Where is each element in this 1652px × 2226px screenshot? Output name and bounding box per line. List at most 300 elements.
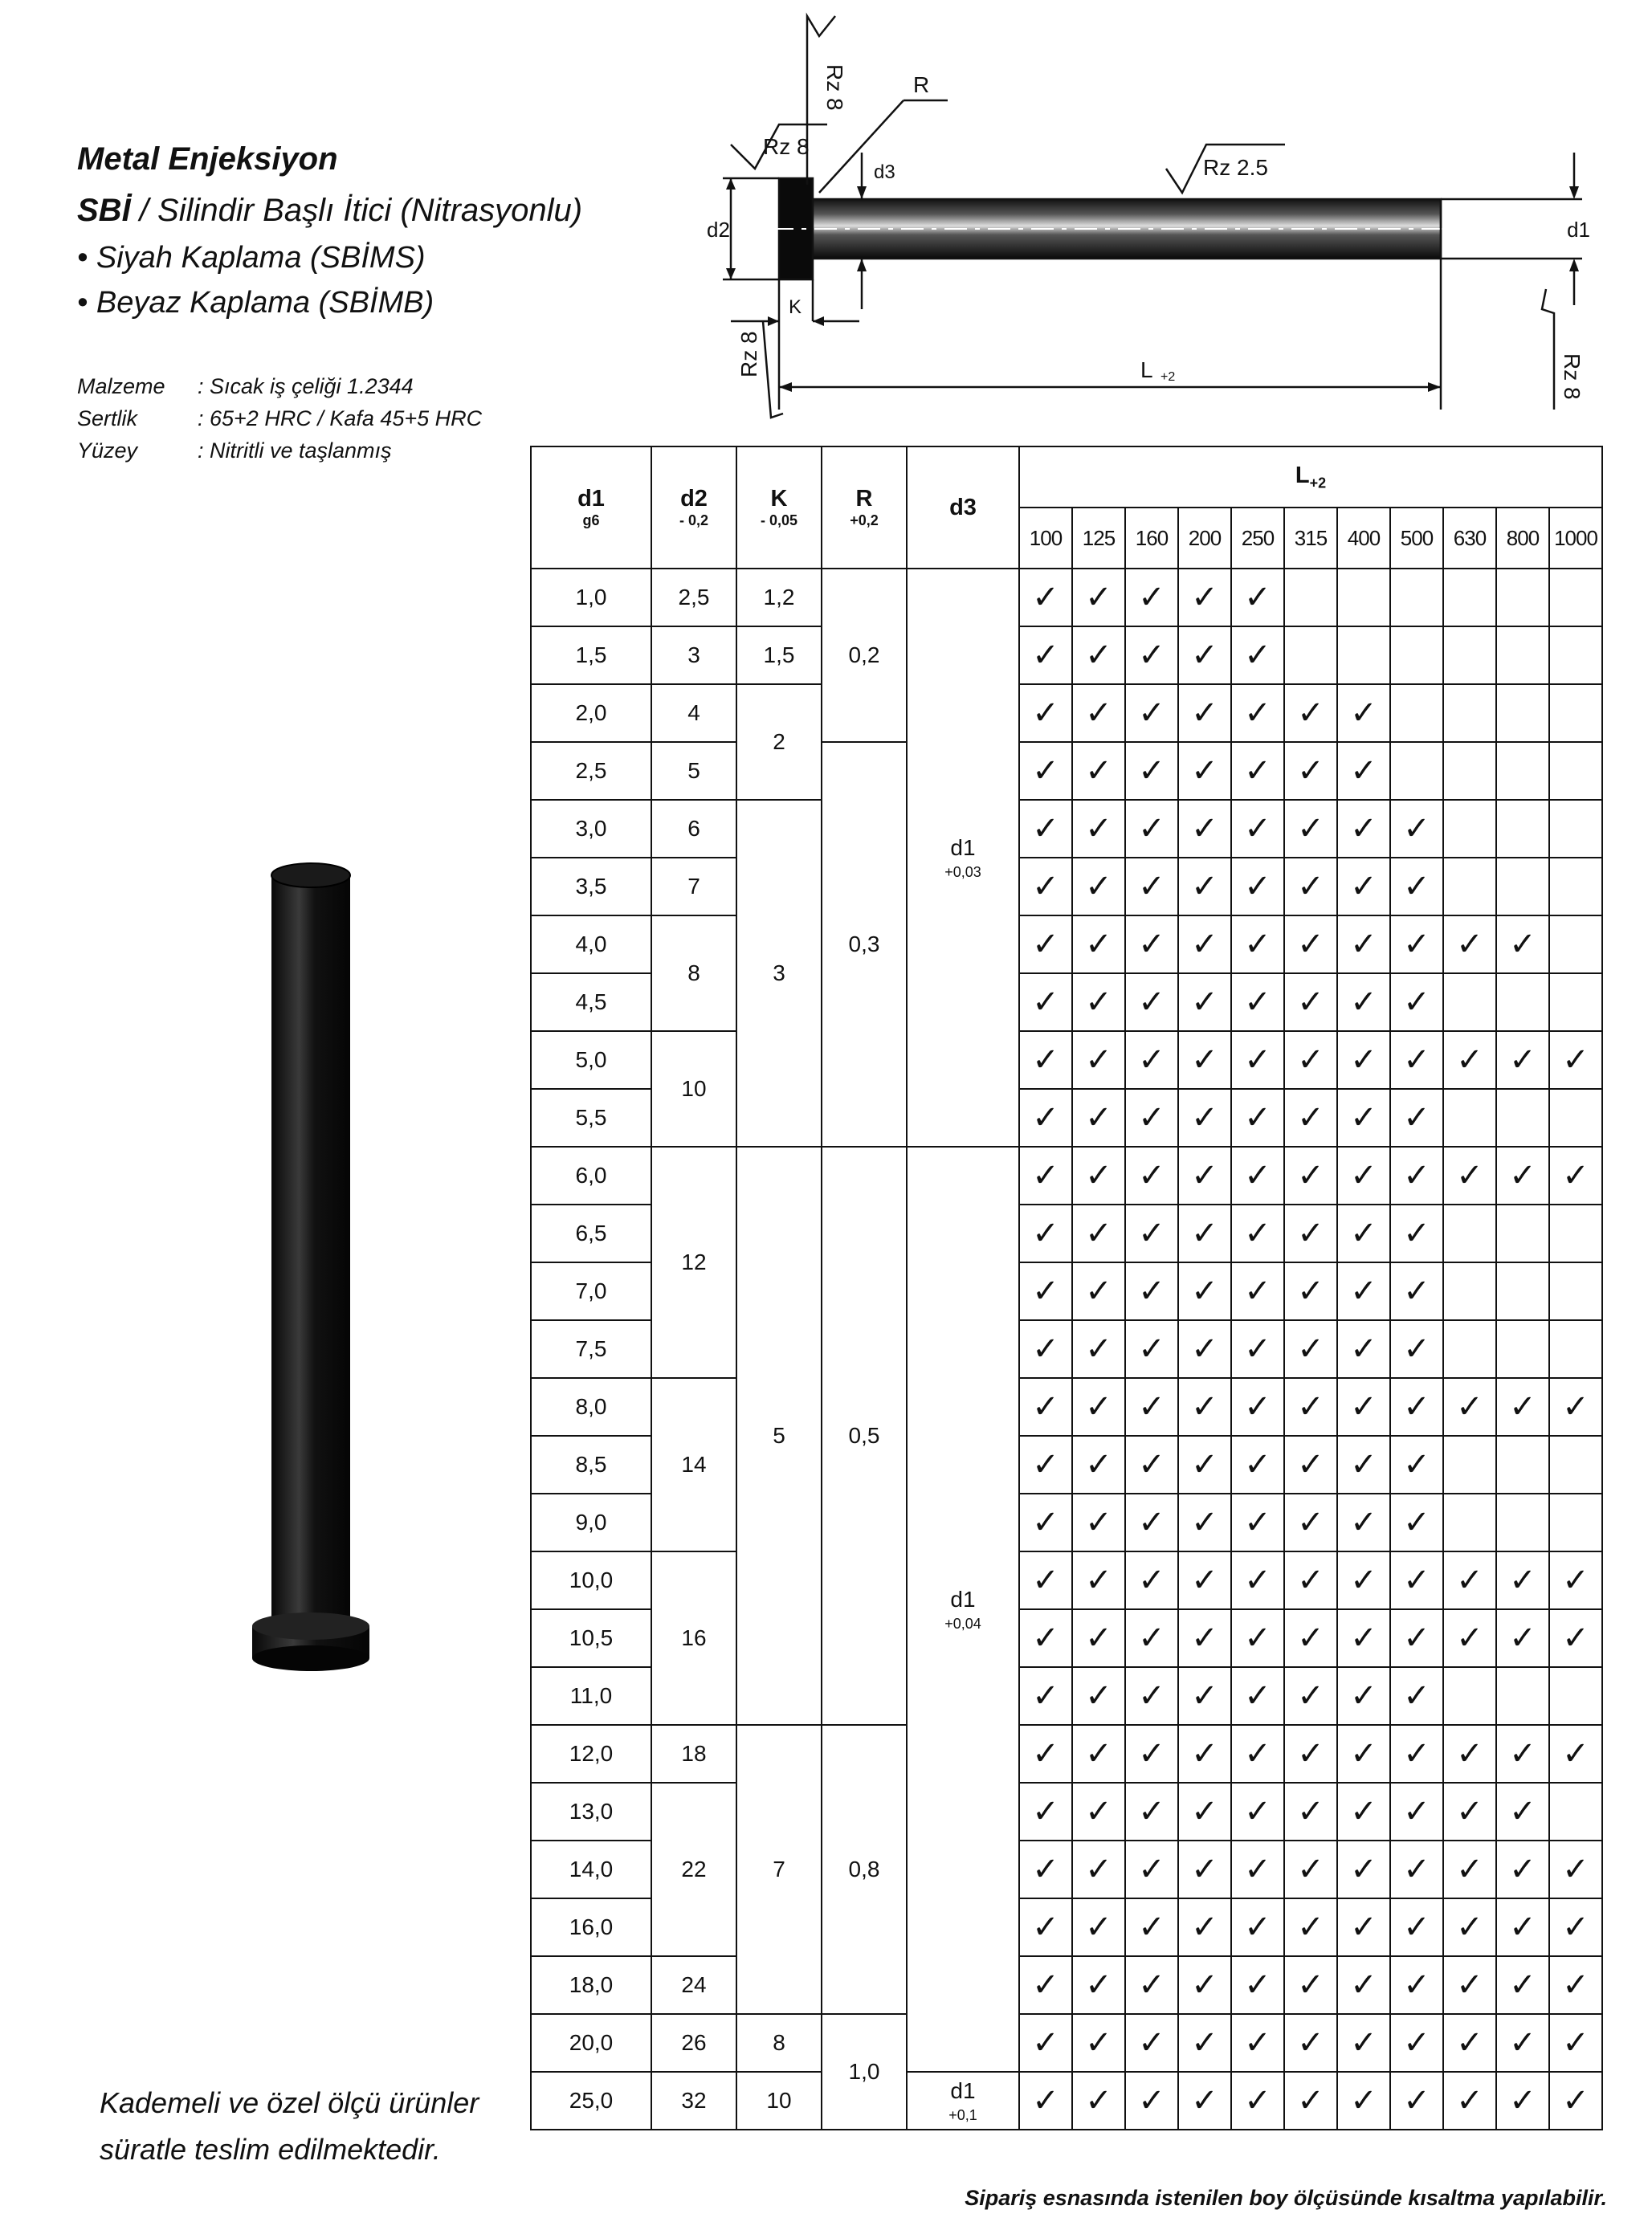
availability-check: ✓ <box>1337 915 1390 973</box>
availability-check: ✓ <box>1072 858 1125 915</box>
availability-check: ✓ <box>1125 858 1178 915</box>
availability-empty <box>1443 1262 1496 1320</box>
availability-empty <box>1496 1494 1549 1551</box>
availability-check: ✓ <box>1443 1147 1496 1205</box>
k-label: K <box>789 296 802 318</box>
spec-value: : Nitritli ve taşlanmış <box>198 438 392 463</box>
availability-check: ✓ <box>1178 1378 1231 1436</box>
availability-check: ✓ <box>1390 1841 1443 1898</box>
availability-check: ✓ <box>1337 684 1390 742</box>
availability-check: ✓ <box>1231 1667 1284 1725</box>
availability-check: ✓ <box>1390 800 1443 858</box>
k-cell: 1,5 <box>736 626 822 684</box>
availability-check: ✓ <box>1125 1609 1178 1667</box>
availability-empty <box>1549 1783 1602 1841</box>
availability-empty <box>1443 1667 1496 1725</box>
availability-check: ✓ <box>1019 1089 1072 1147</box>
length-header: 200 <box>1178 508 1231 569</box>
availability-check: ✓ <box>1019 1898 1072 1956</box>
availability-check: ✓ <box>1178 1494 1231 1551</box>
d2-cell: 26 <box>651 2014 736 2072</box>
d1-cell: 2,0 <box>531 684 651 742</box>
availability-check: ✓ <box>1337 1956 1390 2014</box>
availability-check: ✓ <box>1019 1956 1072 2014</box>
availability-empty <box>1549 569 1602 626</box>
availability-check: ✓ <box>1231 1841 1284 1898</box>
availability-check: ✓ <box>1549 1841 1602 1898</box>
availability-check: ✓ <box>1178 1783 1231 1841</box>
r-label: R <box>913 72 930 97</box>
availability-check: ✓ <box>1231 1262 1284 1320</box>
d1-cell: 14,0 <box>531 1841 651 1898</box>
d1-cell: 9,0 <box>531 1494 651 1551</box>
availability-check: ✓ <box>1231 1378 1284 1436</box>
availability-check: ✓ <box>1072 973 1125 1031</box>
availability-check: ✓ <box>1072 684 1125 742</box>
availability-check: ✓ <box>1231 2014 1284 2072</box>
availability-check: ✓ <box>1549 1898 1602 1956</box>
availability-check: ✓ <box>1019 2014 1072 2072</box>
availability-check: ✓ <box>1337 1378 1390 1436</box>
availability-empty <box>1496 1205 1549 1262</box>
availability-check: ✓ <box>1390 1320 1443 1378</box>
page-title: Metal Enjeksiyon <box>77 141 338 177</box>
availability-check: ✓ <box>1072 1609 1125 1667</box>
product-code: SBİ <box>77 193 131 228</box>
availability-check: ✓ <box>1019 1031 1072 1089</box>
availability-check: ✓ <box>1549 1378 1602 1436</box>
availability-check: ✓ <box>1443 1783 1496 1841</box>
availability-check: ✓ <box>1443 1609 1496 1667</box>
table-row <box>531 800 1602 858</box>
d3-label: d3 <box>874 161 895 183</box>
footer-note-line1: Kademeli ve özel ölçü ürünler <box>100 2086 479 2119</box>
availability-check: ✓ <box>1284 2014 1337 2072</box>
availability-check: ✓ <box>1125 1898 1178 1956</box>
d1-cell: 5,0 <box>531 1031 651 1089</box>
availability-check: ✓ <box>1178 1436 1231 1494</box>
availability-check: ✓ <box>1125 800 1178 858</box>
availability-check: ✓ <box>1019 800 1072 858</box>
availability-check: ✓ <box>1284 742 1337 800</box>
availability-check: ✓ <box>1337 1783 1390 1841</box>
availability-check: ✓ <box>1178 569 1231 626</box>
availability-check: ✓ <box>1125 1320 1178 1378</box>
table-row <box>531 1147 1602 1205</box>
d1-cell: 7,0 <box>531 1262 651 1320</box>
availability-check: ✓ <box>1019 1551 1072 1609</box>
availability-check: ✓ <box>1337 1898 1390 1956</box>
availability-check: ✓ <box>1019 973 1072 1031</box>
availability-check: ✓ <box>1231 1436 1284 1494</box>
table-row <box>531 915 1602 973</box>
availability-empty <box>1390 684 1443 742</box>
availability-check: ✓ <box>1284 1841 1337 1898</box>
availability-check: ✓ <box>1019 1147 1072 1205</box>
table-row <box>531 1783 1602 1841</box>
availability-check: ✓ <box>1443 1551 1496 1609</box>
availability-check: ✓ <box>1125 1147 1178 1205</box>
availability-check: ✓ <box>1019 1841 1072 1898</box>
availability-check: ✓ <box>1496 2072 1549 2130</box>
availability-check: ✓ <box>1125 973 1178 1031</box>
availability-check: ✓ <box>1337 1262 1390 1320</box>
d2-cell: 24 <box>651 1956 736 2014</box>
availability-check: ✓ <box>1284 684 1337 742</box>
availability-check: ✓ <box>1443 1031 1496 1089</box>
footer-note <box>100 2080 479 2173</box>
availability-check: ✓ <box>1390 2014 1443 2072</box>
availability-check: ✓ <box>1019 1783 1072 1841</box>
dimension-table <box>530 446 1603 2130</box>
availability-check: ✓ <box>1072 742 1125 800</box>
d1-cell: 10,0 <box>531 1551 651 1609</box>
availability-check: ✓ <box>1284 915 1337 973</box>
availability-check: ✓ <box>1284 1262 1337 1320</box>
table-row <box>531 2014 1602 2072</box>
availability-check: ✓ <box>1496 1725 1549 1783</box>
d1-cell: 1,5 <box>531 626 651 684</box>
availability-check: ✓ <box>1390 1725 1443 1783</box>
d3-cell <box>907 569 1019 1147</box>
availability-check: ✓ <box>1337 1147 1390 1205</box>
availability-check: ✓ <box>1390 1667 1443 1725</box>
d1-cell: 8,5 <box>531 1436 651 1494</box>
availability-check: ✓ <box>1390 1436 1443 1494</box>
header-d3: d3 <box>907 446 1019 569</box>
availability-check: ✓ <box>1178 2072 1231 2130</box>
availability-check: ✓ <box>1125 1436 1178 1494</box>
availability-check: ✓ <box>1178 2014 1231 2072</box>
availability-check: ✓ <box>1231 2072 1284 2130</box>
availability-check: ✓ <box>1284 973 1337 1031</box>
footer-note-line2: süratle teslim edilmektedir. <box>100 2133 441 2166</box>
d3-value: d1 <box>950 1586 976 1612</box>
availability-empty <box>1549 684 1602 742</box>
availability-check: ✓ <box>1072 1089 1125 1147</box>
availability-empty <box>1337 626 1390 684</box>
availability-check: ✓ <box>1125 1956 1178 2014</box>
availability-check: ✓ <box>1019 684 1072 742</box>
d2-cell: 14 <box>651 1378 736 1551</box>
availability-check: ✓ <box>1337 973 1390 1031</box>
availability-check: ✓ <box>1284 1609 1337 1667</box>
header-d1: d1 g6 <box>531 446 651 569</box>
availability-empty <box>1549 742 1602 800</box>
availability-check: ✓ <box>1178 1089 1231 1147</box>
d2-cell: 6 <box>651 800 736 858</box>
d2-cell: 4 <box>651 684 736 742</box>
availability-check: ✓ <box>1496 1378 1549 1436</box>
product-name: Silindir Başlı İtici (Nitrasyonlu) <box>157 193 583 228</box>
length-header: 100 <box>1019 508 1072 569</box>
bullet-black-coating: • Siyah Kaplama (SBİMS) <box>77 241 426 275</box>
spec-material <box>77 374 414 399</box>
d2-cell: 12 <box>651 1147 736 1378</box>
availability-empty <box>1496 684 1549 742</box>
availability-check: ✓ <box>1337 2072 1390 2130</box>
availability-check: ✓ <box>1549 1725 1602 1783</box>
availability-check: ✓ <box>1072 800 1125 858</box>
availability-check: ✓ <box>1178 684 1231 742</box>
product-photo <box>241 859 385 1686</box>
availability-check: ✓ <box>1019 742 1072 800</box>
availability-check: ✓ <box>1072 1725 1125 1783</box>
table-row <box>531 2072 1602 2130</box>
availability-check: ✓ <box>1390 1898 1443 1956</box>
availability-check: ✓ <box>1284 1956 1337 2014</box>
table-row <box>531 569 1602 626</box>
availability-check: ✓ <box>1337 1551 1390 1609</box>
k-cell: 1,2 <box>736 569 822 626</box>
availability-empty <box>1443 1494 1496 1551</box>
d1-cell: 7,5 <box>531 1320 651 1378</box>
availability-empty <box>1496 742 1549 800</box>
availability-check: ✓ <box>1125 1031 1178 1089</box>
availability-empty <box>1496 626 1549 684</box>
availability-check: ✓ <box>1284 1205 1337 1262</box>
availability-check: ✓ <box>1072 1494 1125 1551</box>
d1-cell: 5,5 <box>531 1089 651 1147</box>
availability-check: ✓ <box>1231 1898 1284 1956</box>
availability-check: ✓ <box>1231 915 1284 973</box>
availability-check: ✓ <box>1125 569 1178 626</box>
r-cell: 0,8 <box>822 1725 907 2014</box>
header-k: K - 0,05 <box>736 446 822 569</box>
availability-check: ✓ <box>1231 1147 1284 1205</box>
availability-check: ✓ <box>1178 1031 1231 1089</box>
r-cell: 0,3 <box>822 742 907 1147</box>
availability-check: ✓ <box>1496 1841 1549 1898</box>
availability-empty <box>1390 742 1443 800</box>
availability-check: ✓ <box>1019 858 1072 915</box>
d2-cell: 22 <box>651 1783 736 1956</box>
availability-check: ✓ <box>1178 1551 1231 1609</box>
length-header: 630 <box>1443 508 1496 569</box>
d3-cell <box>907 1147 1019 2072</box>
availability-empty <box>1549 1089 1602 1147</box>
table-row <box>531 1378 1602 1436</box>
d2-cell: 32 <box>651 2072 736 2130</box>
availability-check: ✓ <box>1496 1031 1549 1089</box>
availability-check: ✓ <box>1390 1783 1443 1841</box>
availability-check: ✓ <box>1072 1378 1125 1436</box>
availability-empty <box>1443 1089 1496 1147</box>
l-sub-label: +2 <box>1160 370 1176 384</box>
availability-check: ✓ <box>1549 1609 1602 1667</box>
availability-empty <box>1496 1089 1549 1147</box>
availability-check: ✓ <box>1178 1147 1231 1205</box>
availability-check: ✓ <box>1443 2014 1496 2072</box>
technical-drawing <box>707 0 1590 434</box>
spec-hardness <box>77 406 482 431</box>
header-d2: d2 - 0,2 <box>651 446 736 569</box>
availability-check: ✓ <box>1443 1841 1496 1898</box>
spec-label: Yüzey <box>77 438 138 463</box>
availability-check: ✓ <box>1072 1551 1125 1609</box>
availability-check: ✓ <box>1072 1031 1125 1089</box>
spec-value: : Sıcak iş çeliği 1.2344 <box>198 374 414 398</box>
availability-empty <box>1549 973 1602 1031</box>
r-cell: 1,0 <box>822 2014 907 2130</box>
availability-check: ✓ <box>1337 1667 1390 1725</box>
availability-check: ✓ <box>1231 1725 1284 1783</box>
availability-check: ✓ <box>1443 915 1496 973</box>
availability-check: ✓ <box>1496 1609 1549 1667</box>
availability-check: ✓ <box>1496 1551 1549 1609</box>
availability-check: ✓ <box>1019 1262 1072 1320</box>
availability-check: ✓ <box>1178 858 1231 915</box>
availability-check: ✓ <box>1443 2072 1496 2130</box>
d1-cell: 12,0 <box>531 1725 651 1783</box>
k-cell: 3 <box>736 800 822 1147</box>
d2-cell: 10 <box>651 1031 736 1147</box>
availability-empty <box>1496 569 1549 626</box>
availability-check: ✓ <box>1284 1436 1337 1494</box>
d1-cell: 2,5 <box>531 742 651 800</box>
availability-check: ✓ <box>1231 1089 1284 1147</box>
bullet-white-coating: • Beyaz Kaplama (SBİMB) <box>77 286 434 320</box>
availability-empty <box>1443 684 1496 742</box>
availability-empty <box>1549 1205 1602 1262</box>
availability-check: ✓ <box>1019 2072 1072 2130</box>
availability-empty <box>1549 1494 1602 1551</box>
availability-empty <box>1549 1436 1602 1494</box>
d2-cell: 5 <box>651 742 736 800</box>
availability-check: ✓ <box>1072 1667 1125 1725</box>
availability-check: ✓ <box>1125 742 1178 800</box>
availability-empty <box>1496 858 1549 915</box>
availability-check: ✓ <box>1284 1147 1337 1205</box>
availability-check: ✓ <box>1390 1031 1443 1089</box>
availability-empty <box>1390 626 1443 684</box>
availability-empty <box>1549 1320 1602 1378</box>
availability-check: ✓ <box>1019 1609 1072 1667</box>
availability-check: ✓ <box>1390 915 1443 973</box>
availability-check: ✓ <box>1019 1725 1072 1783</box>
availability-empty <box>1549 1667 1602 1725</box>
availability-check: ✓ <box>1284 1494 1337 1551</box>
availability-empty <box>1549 915 1602 973</box>
availability-check: ✓ <box>1231 1320 1284 1378</box>
d3-tolerance: +0,04 <box>944 1615 981 1632</box>
availability-check: ✓ <box>1072 915 1125 973</box>
spec-label: Malzeme <box>77 374 165 398</box>
d1-cell: 8,0 <box>531 1378 651 1436</box>
table-row <box>531 626 1602 684</box>
d3-cell <box>907 2072 1019 2130</box>
availability-check: ✓ <box>1019 1436 1072 1494</box>
availability-check: ✓ <box>1125 1783 1178 1841</box>
spec-value: : 65+2 HRC / Kafa 45+5 HRC <box>198 406 483 430</box>
d3-value: d1 <box>950 834 976 860</box>
availability-check: ✓ <box>1178 1320 1231 1378</box>
availability-check: ✓ <box>1019 1378 1072 1436</box>
availability-check: ✓ <box>1549 1551 1602 1609</box>
availability-empty <box>1496 1667 1549 1725</box>
availability-check: ✓ <box>1443 1378 1496 1436</box>
availability-check: ✓ <box>1231 742 1284 800</box>
availability-check: ✓ <box>1496 1898 1549 1956</box>
availability-check: ✓ <box>1178 1725 1231 1783</box>
d1-label: d1 <box>1567 218 1590 242</box>
availability-check: ✓ <box>1231 1956 1284 2014</box>
availability-check: ✓ <box>1390 1956 1443 2014</box>
availability-check: ✓ <box>1337 1609 1390 1667</box>
availability-check: ✓ <box>1390 1494 1443 1551</box>
availability-check: ✓ <box>1072 2072 1125 2130</box>
availability-check: ✓ <box>1284 1725 1337 1783</box>
availability-check: ✓ <box>1284 1667 1337 1725</box>
table-row <box>531 1725 1602 1783</box>
availability-check: ✓ <box>1072 1898 1125 1956</box>
availability-check: ✓ <box>1019 1205 1072 1262</box>
availability-empty <box>1496 800 1549 858</box>
availability-check: ✓ <box>1390 1551 1443 1609</box>
d3-value: d1 <box>950 2077 976 2103</box>
d1-cell: 18,0 <box>531 1956 651 2014</box>
availability-empty <box>1443 569 1496 626</box>
availability-check: ✓ <box>1231 858 1284 915</box>
d1-cell: 13,0 <box>531 1783 651 1841</box>
availability-check: ✓ <box>1284 1783 1337 1841</box>
availability-check: ✓ <box>1072 1841 1125 1898</box>
d3-tolerance: +0,1 <box>948 2106 977 2123</box>
availability-check: ✓ <box>1072 1783 1125 1841</box>
availability-check: ✓ <box>1072 1147 1125 1205</box>
availability-check: ✓ <box>1125 1725 1178 1783</box>
availability-check: ✓ <box>1496 1783 1549 1841</box>
availability-check: ✓ <box>1284 800 1337 858</box>
d1-cell: 16,0 <box>531 1898 651 1956</box>
d3-tolerance: +0,03 <box>944 863 981 880</box>
availability-check: ✓ <box>1337 1725 1390 1783</box>
availability-check: ✓ <box>1390 858 1443 915</box>
availability-check: ✓ <box>1231 1031 1284 1089</box>
k-cell: 7 <box>736 1725 822 2014</box>
availability-check: ✓ <box>1125 2072 1178 2130</box>
availability-check: ✓ <box>1125 915 1178 973</box>
availability-check: ✓ <box>1019 1320 1072 1378</box>
d1-cell: 25,0 <box>531 2072 651 2130</box>
header-length: $L_{+2}$ <box>1019 446 1602 508</box>
availability-check: ✓ <box>1496 915 1549 973</box>
availability-check: ✓ <box>1072 569 1125 626</box>
rz-label: Rz 8 <box>763 134 810 159</box>
availability-check: ✓ <box>1178 1609 1231 1667</box>
availability-check: ✓ <box>1072 1262 1125 1320</box>
r-cell: 0,2 <box>822 569 907 742</box>
availability-check: ✓ <box>1337 800 1390 858</box>
availability-check: ✓ <box>1337 2014 1390 2072</box>
availability-empty <box>1443 1205 1496 1262</box>
availability-check: ✓ <box>1019 915 1072 973</box>
availability-check: ✓ <box>1284 1089 1337 1147</box>
spec-surface <box>77 438 392 463</box>
d2-cell: 7 <box>651 858 736 915</box>
availability-check: ✓ <box>1390 1089 1443 1147</box>
availability-check: ✓ <box>1390 1378 1443 1436</box>
availability-empty <box>1443 1436 1496 1494</box>
availability-check: ✓ <box>1125 1205 1178 1262</box>
availability-check: ✓ <box>1125 1551 1178 1609</box>
availability-check: ✓ <box>1390 1609 1443 1667</box>
length-header: 160 <box>1125 508 1178 569</box>
availability-check: ✓ <box>1284 1031 1337 1089</box>
availability-empty <box>1496 973 1549 1031</box>
availability-check: ✓ <box>1549 2014 1602 2072</box>
d2-cell: 8 <box>651 915 736 1031</box>
